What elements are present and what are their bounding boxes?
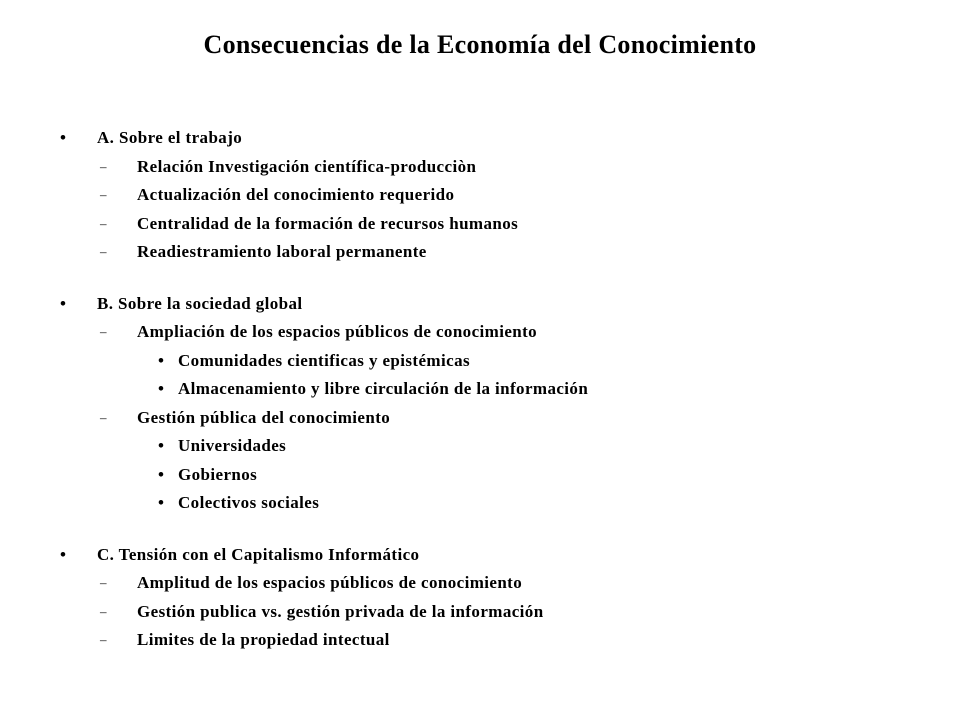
sub-list-item: [0, 461, 960, 490]
bullet-marker: •: [158, 436, 165, 455]
list-item-text: Actualización del conocimiento requerido: [137, 185, 455, 204]
list-item: [0, 404, 960, 433]
bullet-marker: •: [158, 379, 165, 398]
list-item-text: Gestión pública del conocimiento: [137, 407, 391, 427]
list-item: [0, 598, 960, 627]
bullet-marker: •: [158, 493, 165, 512]
sub-list-item-text: Gobiernos: [178, 464, 258, 484]
bullet-marker: •: [60, 128, 67, 147]
dash-marker: –: [100, 158, 107, 174]
dash-marker: –: [100, 575, 107, 590]
list-item-text: Relación Investigación científica-producciòn: [137, 156, 477, 176]
list-item-text: Amplitud de los espacios públicos de conocimiento: [137, 573, 523, 592]
section-heading-text: A. Sobre el trabajo: [97, 128, 243, 147]
list-item-text: Ampliación de los espacios públicos de conocimiento: [137, 322, 538, 341]
sub-list-item-text: Universidades: [178, 436, 287, 455]
bullet-marker: •: [158, 464, 165, 484]
dash-marker: –: [100, 215, 107, 231]
list-item: [0, 626, 960, 655]
sub-list-item: [0, 375, 960, 404]
list-item: [0, 569, 960, 598]
sub-list-item: [0, 432, 960, 461]
dash-marker: –: [100, 409, 107, 425]
slide-content: [0, 124, 960, 678]
list-item: [0, 238, 960, 267]
list-item: [0, 210, 960, 239]
dash-marker: –: [100, 603, 107, 619]
section-a: [0, 124, 960, 267]
section-heading: [0, 541, 960, 570]
section-c: [0, 541, 960, 655]
sub-list-item-text: Comunidades cientificas y epistémicas: [178, 350, 470, 370]
sub-list-item-text: Colectivos sociales: [178, 493, 320, 512]
section-heading: [0, 290, 960, 319]
dash-marker: –: [100, 324, 107, 339]
list-item-text: Centralidad de la formación de recursos humanos: [137, 213, 519, 233]
dash-marker: –: [100, 244, 107, 259]
slide-title: Consecuencias de la Economía del Conocimiento: [203, 30, 757, 59]
sub-list-item-text: Almacenamiento y libre circulación de la información: [178, 379, 589, 398]
sub-list-item: [0, 347, 960, 376]
list-item: [0, 318, 960, 347]
bullet-marker: •: [60, 293, 67, 313]
section-b: [0, 290, 960, 518]
dash-marker: –: [100, 632, 107, 647]
section-heading-text: C. Tensión con el Capitalismo Informático: [97, 544, 420, 564]
list-item-text: Readiestramiento laboral permanente: [137, 242, 427, 261]
bullet-marker: •: [158, 350, 165, 370]
list-item: [0, 153, 960, 182]
section-heading-text: B. Sobre la sociedad global: [97, 293, 303, 313]
dash-marker: –: [100, 187, 107, 202]
sub-list-item: [0, 489, 960, 518]
list-item-text: Gestión publica vs. gestión privada de la información: [137, 601, 544, 621]
list-item-text: Limites de la propiedad intectual: [137, 630, 390, 649]
bullet-marker: •: [60, 544, 67, 564]
section-heading: [0, 124, 960, 153]
list-item: [0, 181, 960, 210]
